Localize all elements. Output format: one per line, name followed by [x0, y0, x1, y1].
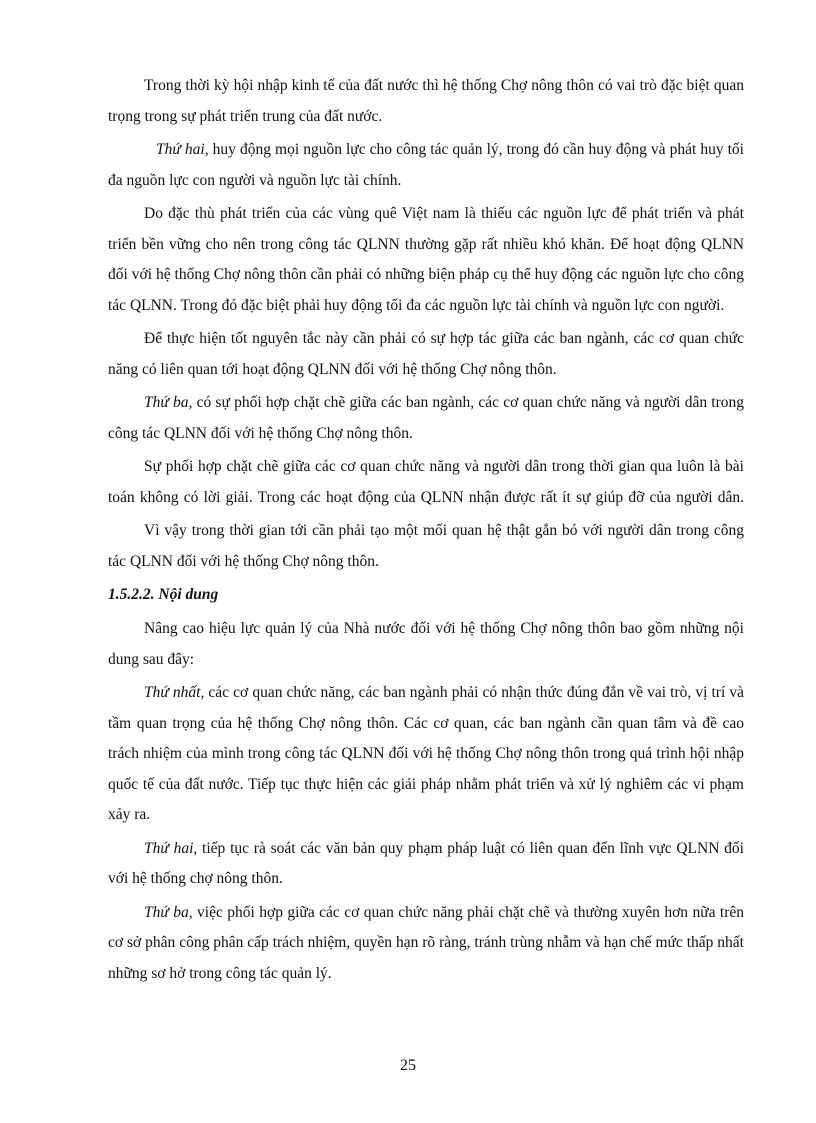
paragraph-2	[108, 135, 744, 196]
section-heading: 1.5.2.2. Nội dung	[108, 586, 219, 603]
paragraph-10	[108, 834, 744, 895]
paragraph-text: Để thực hiện tốt nguyên tắc này cần phải có sự hợp tác giữa các ban ngành, các cơ quan chức năng có liên quan tới hoạt động QLNN đối với hệ thống Chợ nông thôn.	[108, 330, 744, 378]
paragraph-lead: Thứ nhất,	[144, 684, 205, 701]
paragraph-8	[108, 614, 744, 675]
paragraph-text: Vì vậy trong thời gian tới cần phải tạo một mối quan hệ thật gắn bó với người dân trong công tác QLNN đối với hệ thống Chợ nông thôn.	[108, 522, 744, 570]
paragraph-5	[108, 388, 744, 449]
paragraph-text: Nâng cao hiệu lực quản lý của Nhà nước đối với hệ thống Chợ nông thôn bao gồm những nội dung sau đây:	[108, 620, 744, 668]
paragraph-lead: Thứ ba,	[144, 394, 193, 411]
paragraph-6	[108, 452, 744, 513]
page-number: 25	[400, 1057, 416, 1074]
paragraph-text: tiếp tục rà soát các văn bản quy phạm pháp luật có liên quan đến lĩnh vực QLNN đối với hệ thống chợ nông thôn.	[108, 839, 744, 887]
paragraph-lead: Thứ ba,	[144, 903, 193, 921]
paragraph-text: Trong thời kỳ hội nhập kinh tế của đất nước thì hệ thống Chợ nông thôn có vai trò đặc biệt quan trọng trong sự phát triển trung của đất nước.	[108, 77, 744, 125]
paragraph-7	[108, 516, 744, 577]
paragraph-4	[108, 324, 744, 385]
paragraph-text: huy động mọi nguồn lực cho công tác quản lý, trong đó cần huy động và phát huy tối đa nguồn lực con người và nguồn lực tài chính.	[108, 141, 744, 189]
paragraph-text: Sự phối hợp chặt chẽ giữa các cơ quan chức năng và người dân trong thời gian qua luôn là bài toán không có lời giải. Trong các hoạt động của QLNN nhận được rất ít sự giúp đỡ của người dân.	[108, 458, 744, 506]
paragraph-3	[108, 199, 744, 321]
paragraph-text: Do đặc thù phát triển của các vùng quê Việt nam là thiếu các nguồn lực để phát triển và phát triển bền vững cho nên trong công tác QLNN thường gặp rất nhiều khó khăn. Để hoạt động QLNN đối với hệ thống Chợ nông thôn cần phải có những biện pháp cụ thể huy động các nguồn lực cho công tác QLNN. Trong đó đặc biệt phải huy động tối đa các nguồn lực tài chính và nguồn lực con người.	[108, 205, 744, 314]
paragraph-lead: Thứ hai,	[144, 839, 198, 857]
paragraph-text: có sự phối hợp chặt chẽ giữa các ban ngành, các cơ quan chức năng và người dân trong công tác QLNN đối với hệ thống Chợ nông thôn.	[108, 394, 744, 442]
paragraph-1	[108, 71, 744, 132]
paragraph-lead: Thứ hai,	[156, 141, 209, 158]
paragraph-text: các cơ quan chức năng, các ban ngành phải có nhận thức đúng đắn về vai trò, vị trí và tầm quan trọng của hệ thống Chợ nông thôn. Các cơ quan, các ban ngành cần quan tâm và đề cao trách nhiệm của mình trong công tác QLNN đối với hệ thống Chợ nông thôn trong quá trình hội nhập quốc tế của đất nước. Tiếp tục thực hiện các giải pháp nhằm phát triển và xử lý nghiêm các vi phạm xảy ra.	[108, 684, 744, 823]
paragraph-11	[108, 898, 744, 990]
paragraph-text: việc phối hợp giữa các cơ quan chức năng phải chặt chẽ và thường xuyên hơn nữa trên cơ sở phân công phân cấp trách nhiệm, quyền hạn rõ ràng, tránh trùng nhẫm và hạn chế mức thấp nhất những sơ hở trong công tác quản lý.	[108, 903, 744, 982]
paragraph-9	[108, 678, 744, 831]
